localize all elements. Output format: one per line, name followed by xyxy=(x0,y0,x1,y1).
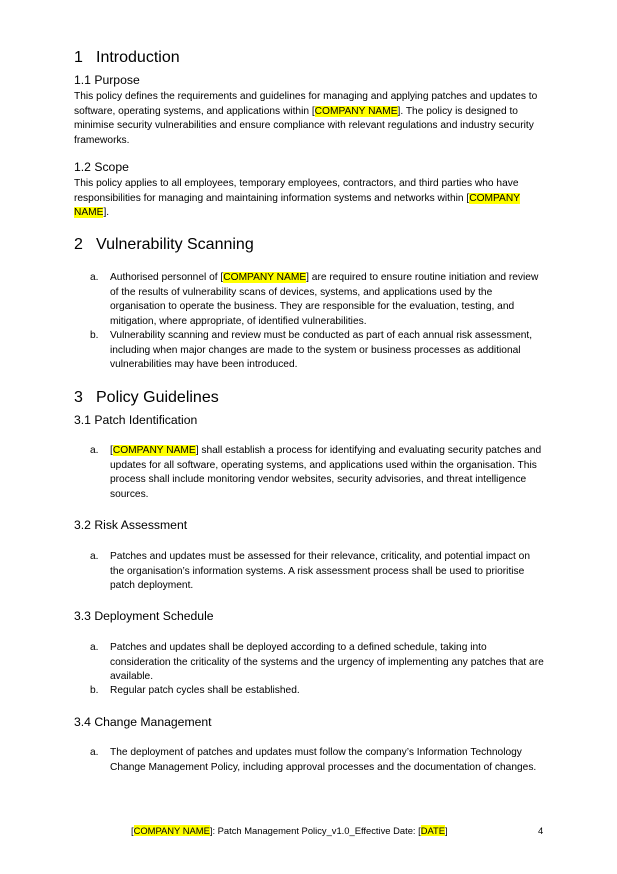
list-item: b. Regular patch cycles shall be established. xyxy=(90,684,545,699)
scope-paragraph: This policy applies to all employees, temporary employees, contractors, and third parties who have responsibilities for managing and maintaining information systems and networks within [COMPANY NAME]. xyxy=(74,178,521,219)
list-item: a. The deployment of patches and updates must follow the company’s Information Technology Change Management Policy, including approval processes and the documentation of changes. xyxy=(90,747,537,773)
subsection-3-4-heading: 3.4 Change Management xyxy=(74,715,212,729)
section-3-heading: 3 Policy Guidelines xyxy=(74,389,219,406)
subsection-3-2-heading: 3.2 Risk Assessment xyxy=(74,518,188,532)
list-item: a. Patches and updates shall be deployed according to a defined schedule, taking into consideration the criticality of the systems and the urgency of implementing any patches that are available. xyxy=(90,642,544,683)
list-marker: a. xyxy=(90,551,99,562)
company-name-placeholder: COMPANY NAME xyxy=(74,192,521,219)
subsection-3-1-heading: 3.1 Patch Identification xyxy=(74,413,198,427)
company-name-placeholder: COMPANY NAME xyxy=(314,105,398,117)
page-number: 4 xyxy=(538,825,544,836)
subsection-3-3-heading: 3.3 Deployment Schedule xyxy=(74,609,214,623)
date-placeholder: DATE xyxy=(420,825,446,836)
list-marker: b. xyxy=(90,685,99,696)
purpose-paragraph: This policy defines the requirements and guidelines for managing and applying patches and updates to software, operating systems, and applications within [COMPANY NAME]. The policy is designed to minimise security vulnerabilities and ensure compliance with relevant regulations and industry security frameworks. xyxy=(74,91,538,147)
list-item: a. Authorised personnel of [COMPANY NAME] are required to ensure routine initiation and review of the results of vulnerability scans of devices, systems, and applications used by the organisation to operate the business. They are responsible for the evaluation, testing, and mitigation, where appropriate, of identified vulnerabilities. xyxy=(90,272,539,327)
list-marker: a. xyxy=(90,642,99,653)
list-marker: a. xyxy=(90,445,99,456)
list-item: b. Vulnerability scanning and review must be conducted as part of each annual risk assessment, including when major changes are made to the system or business processes as additional vulnerabilities may have been introduced. xyxy=(90,330,533,371)
subsection-1-2-heading: 1.2 Scope xyxy=(74,160,129,174)
company-name-placeholder: COMPANY NAME xyxy=(133,825,210,836)
section-2-heading: 2 Vulnerability Scanning xyxy=(74,236,254,253)
list-item: a. Patches and updates must be assessed for their relevance, criticality, and potential impact on the organisation’s information systems. A risk assessment process shall be used to prioritise patch deployment. xyxy=(90,551,530,592)
list-marker: a. xyxy=(90,272,99,283)
list-item: a. [COMPANY NAME] shall establish a process for identifying and evaluating security patches and updates for all software, operating systems, and applications used within the organisation. This process shall include monitoring vendor websites, security advisories, and threat intelligence sources. xyxy=(90,445,542,500)
list-marker: a. xyxy=(90,747,99,758)
footer-text: [COMPANY NAME]: Patch Management Policy_v1.0_Effective Date: [DATE] xyxy=(131,825,448,836)
list-marker: b. xyxy=(90,330,99,341)
company-name-placeholder: COMPANY NAME xyxy=(223,272,307,283)
company-name-placeholder: COMPANY NAME xyxy=(112,445,196,456)
subsection-1-1-heading: 1.1 Purpose xyxy=(74,73,140,87)
section-1-heading: 1 Introduction xyxy=(74,49,180,66)
